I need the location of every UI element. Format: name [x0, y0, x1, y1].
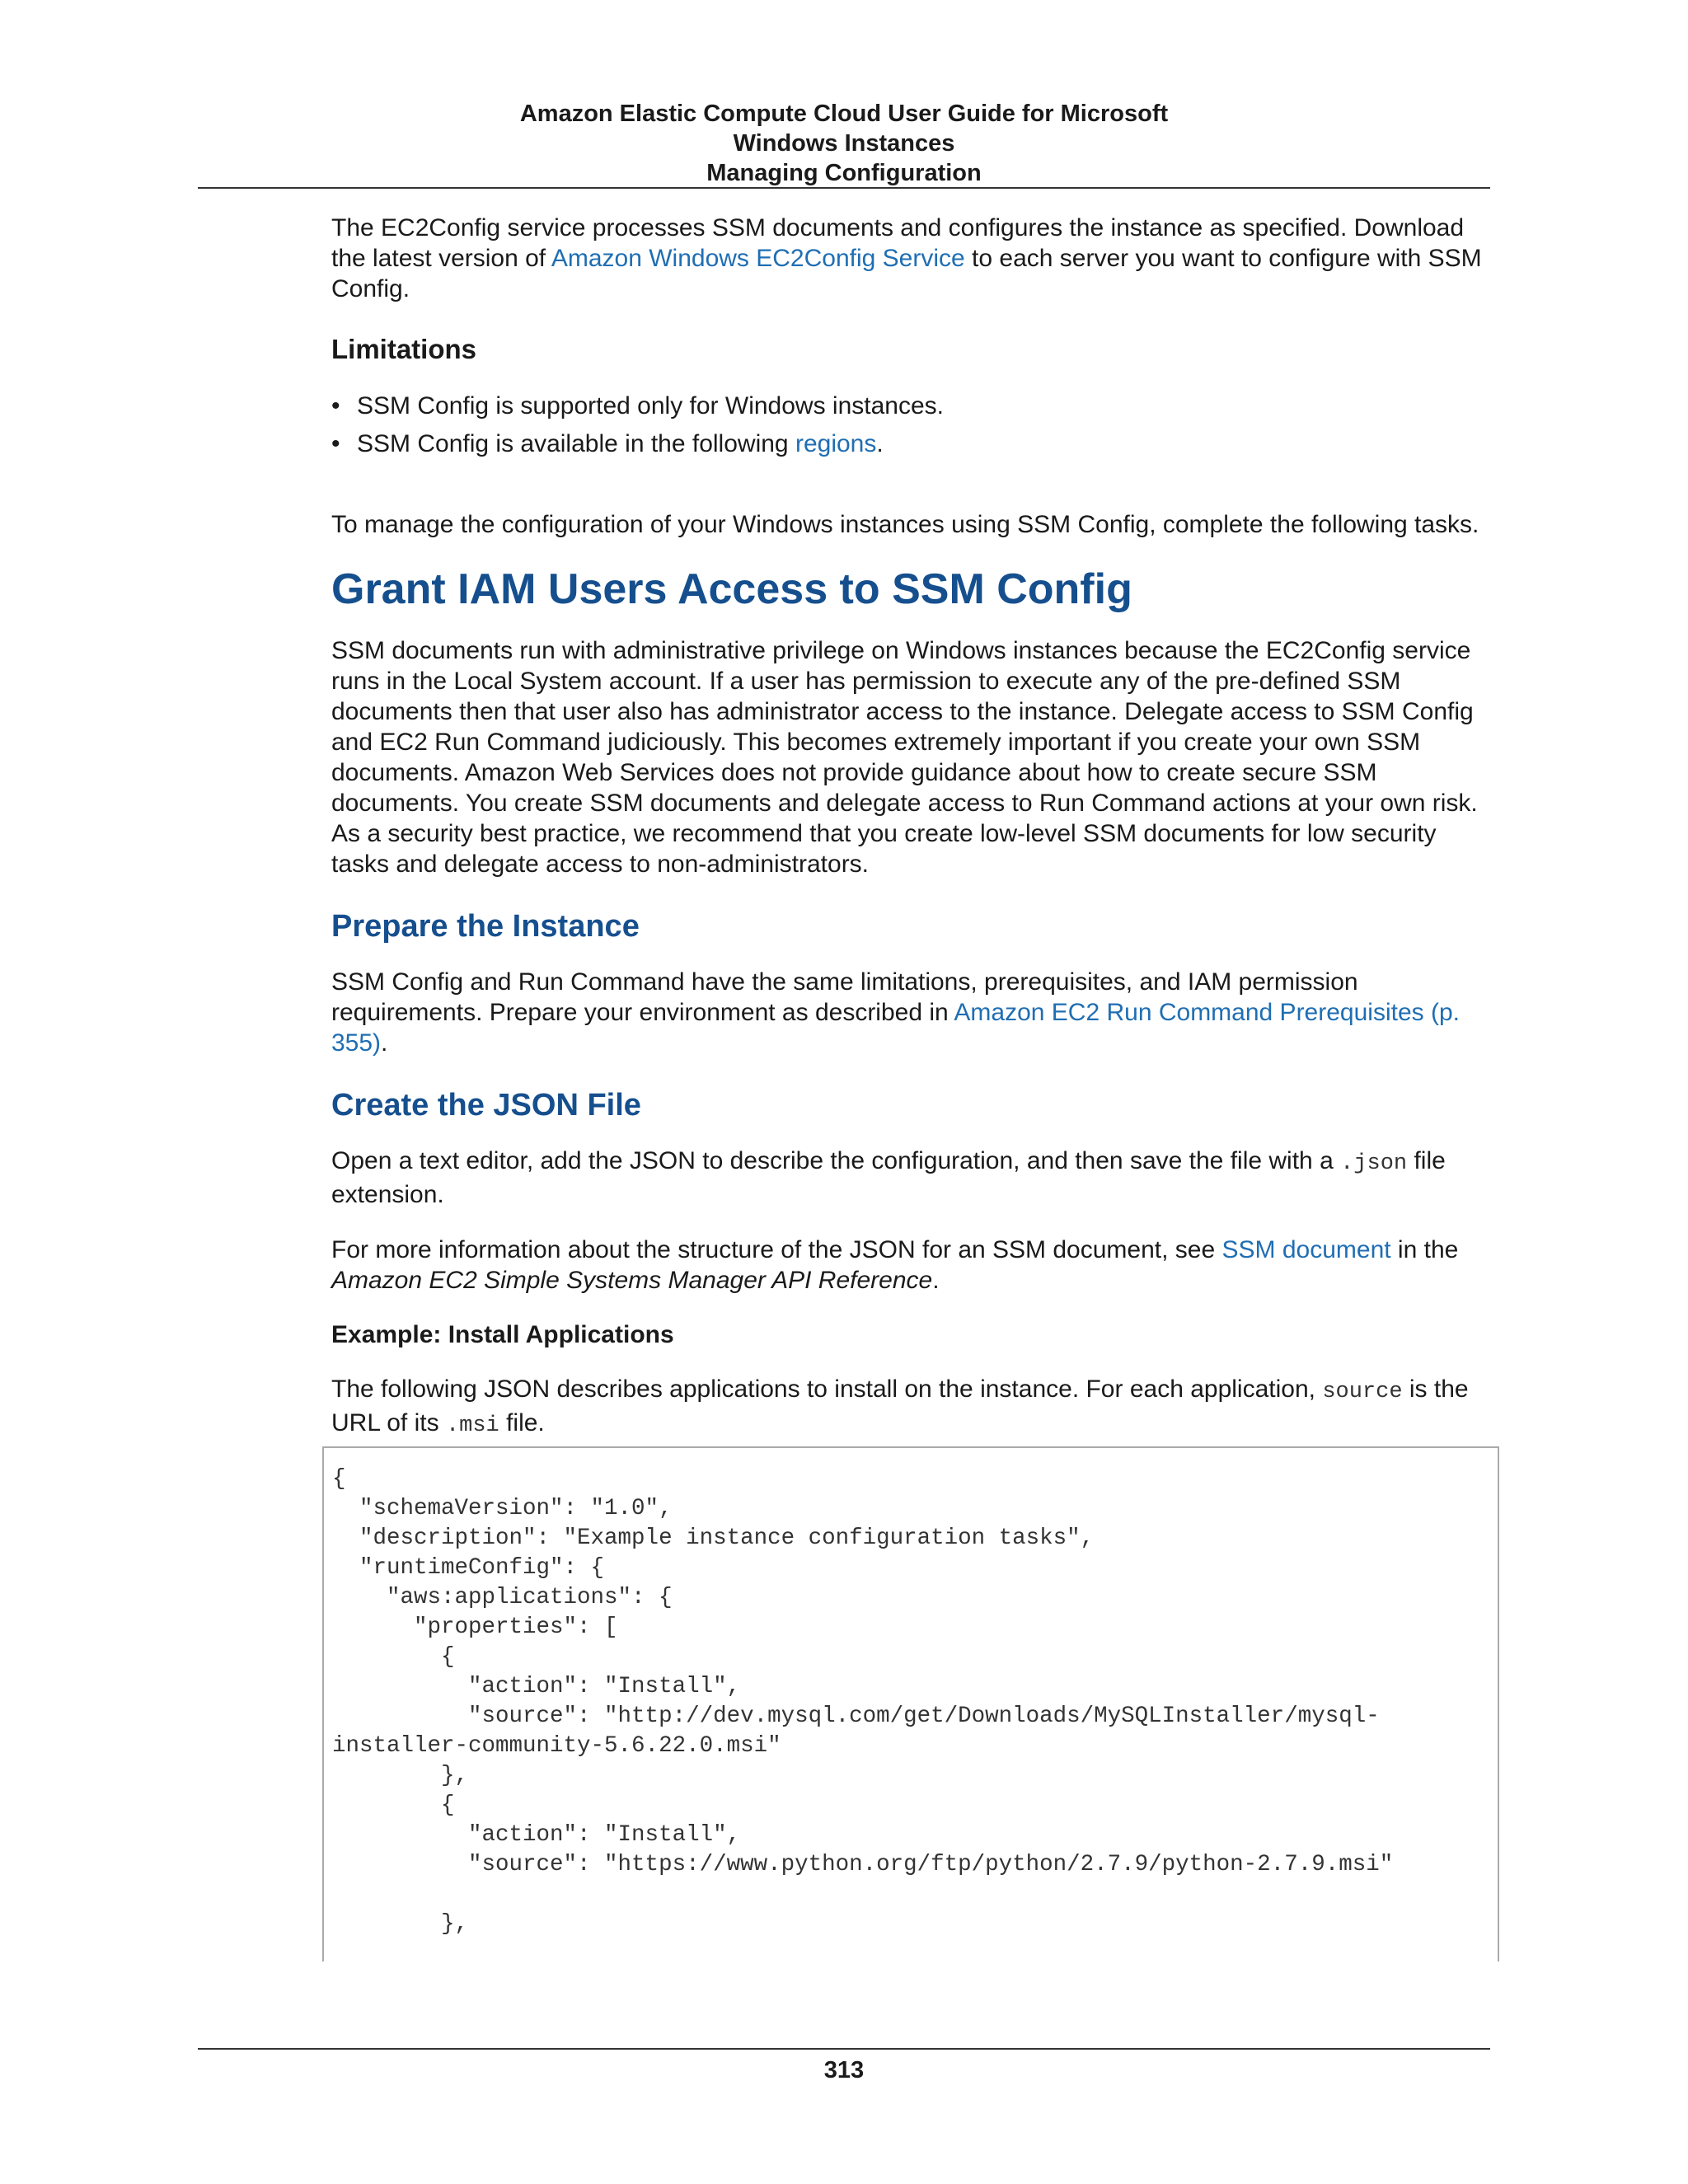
create-text-end: file extension.	[331, 1147, 1446, 1208]
prepare-instance-heading: Prepare the Instance	[331, 909, 640, 944]
json-code-block	[322, 1446, 1499, 1961]
limitations-heading: Limitations	[331, 334, 477, 364]
tasks-intro-paragraph: To manage the configuration of your Windows instances using SSM Config, complete the following tasks.	[331, 511, 1479, 538]
example-text-start: The following JSON describes applications to install on the instance. For each application,	[331, 1376, 1323, 1403]
example-text-mid: is the URL of its	[331, 1376, 1469, 1436]
limitation-regions-text: SSM Config is available in the following	[357, 430, 795, 457]
json-structure-paragraph	[331, 1235, 1490, 1296]
prepare-instance-paragraph	[331, 967, 1490, 1058]
bullet-icon: •	[331, 430, 340, 457]
msi-extension-code: .msi	[445, 1413, 499, 1438]
source-code: source	[1322, 1380, 1403, 1404]
intro-paragraph	[331, 213, 1490, 304]
page-number: 313	[823, 2057, 865, 2083]
json-code-text: { "schemaVersion": "1.0", "description": "Example instance configuration tasks", "runtimeConfig": { "aws:applications": { "properties": [ { "action": "Install", "source": "http://dev.mysql.com/get/Downloads/MySQLInstaller/mysql- installer-community-5.6.22.0.msi" }, { "action": "Install", "source": "https://www.python.org/ftp/python/2.7.9/python-2.7.9.msi" },	[332, 1466, 1394, 1937]
page-content	[331, 213, 1490, 1441]
ec2config-service-link[interactable]: Amazon Windows EC2Config Service	[551, 245, 965, 272]
prepare-text-end: .	[381, 1029, 388, 1057]
example-paragraph	[331, 1374, 1490, 1441]
intro-text-end: to each server you want to configure with SSM Config.	[331, 245, 1482, 302]
limitation-regions-end: .	[876, 430, 884, 457]
header-guide-title: Amazon Elastic Compute Cloud User Guide for Microsoft	[519, 101, 1169, 127]
limitation-windows-only: SSM Config is supported only for Windows instances.	[357, 392, 944, 419]
list-item	[331, 429, 1490, 459]
grant-iam-heading: Grant IAM Users Access to SSM Config	[331, 565, 1132, 613]
create-json-paragraph	[331, 1146, 1490, 1210]
api-reference-title: Amazon EC2 Simple Systems Manager API Reference	[331, 1267, 933, 1294]
header-divider	[198, 187, 1490, 189]
bullet-icon: •	[331, 392, 340, 419]
json-extension-code: .json	[1340, 1151, 1408, 1176]
intro-text-start: The EC2Config service processes SSM documents and configures the instance as specified. Download the latest version of	[331, 214, 1465, 272]
footer-divider	[198, 2048, 1490, 2050]
prepare-text-start: SSM Config and Run Command have the same limitations, prerequisites, and IAM permission requirements. Prepare your environment as described in	[331, 968, 1358, 1026]
ssm-document-link[interactable]: SSM document	[1221, 1236, 1391, 1263]
example-text-end: file.	[499, 1409, 545, 1436]
structure-text-end: .	[932, 1267, 940, 1294]
run-command-prerequisites-link[interactable]: Amazon EC2 Run Command Prerequisites (p. 355)	[331, 999, 1460, 1057]
running-header	[198, 99, 1490, 188]
regions-link[interactable]: regions	[795, 430, 877, 457]
example-heading: Example: Install Applications	[331, 1321, 674, 1348]
list-item	[331, 391, 1490, 421]
header-chapter-title: Managing Configuration	[706, 160, 982, 186]
limitations-list	[331, 391, 1490, 459]
structure-text-start: For more information about the structure of the JSON for an SSM document, see	[331, 1236, 1222, 1263]
header-guide-subtitle: Windows Instances	[733, 130, 955, 157]
create-text-start: Open a text editor, add the JSON to describe the configuration, and then save the file with a	[331, 1147, 1341, 1174]
structure-text-mid: in the	[1390, 1236, 1459, 1263]
grant-iam-paragraph: SSM documents run with administrative privilege on Windows instances because the EC2Config service runs in the Local System account. If a user has permission to execute any of the pre-defined SSM documents then that user also has administrator access to the instance. Delegate access to SSM Config and EC2 Run Command judiciously. This becomes extremely important if you create your own SSM documents. Amazon Web Services does not provide guidance about how to create secure SSM documents. You create SSM documents and delegate access to Run Command actions at your own risk. As a security best practice, we recommend that you create low-level SSM documents for low security tasks and delegate access to non-administrators.	[331, 637, 1478, 878]
create-json-heading: Create the JSON File	[331, 1088, 641, 1122]
